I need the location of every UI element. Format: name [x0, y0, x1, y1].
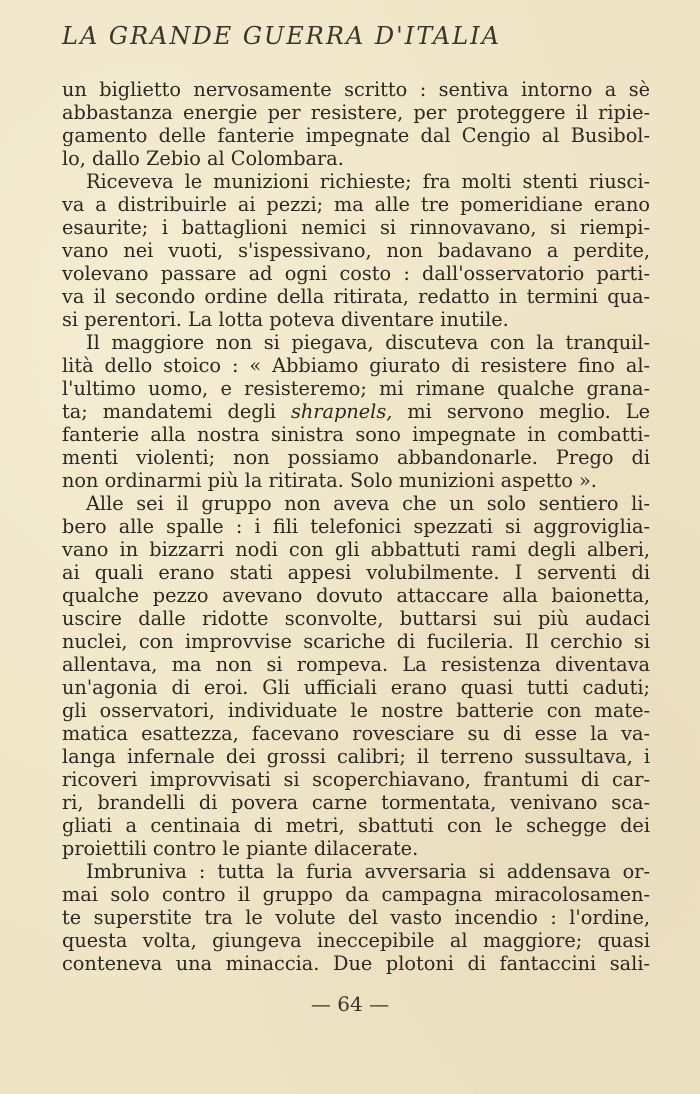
text-line: langa infernale dei grossi calibri; il terreno sussultava, i [62, 745, 650, 768]
text-line: un biglietto nervosamente scritto : sentiva intorno a sè [62, 78, 650, 101]
text-line: mai solo contro il gruppo da campagna miracolosamen- [62, 883, 650, 906]
text-line: esaurite; i battaglioni nemici si rinnovavano, si riempi- [62, 216, 650, 239]
text-line: matica esattezza, facevano rovesciare su di esse la va- [62, 722, 650, 745]
text-line: un'agonia di eroi. Gli ufficiali erano quasi tutti caduti; [62, 676, 650, 699]
text-line: ricoveri improvvisati si scoperchiavano, frantumi di car- [62, 768, 650, 791]
text-line: allentava, ma non si rompeva. La resistenza diventava [62, 653, 650, 676]
text-line: va a distribuirle ai pezzi; ma alle tre pomeridiane erano [62, 193, 650, 216]
text-line: vano in bizzarri nodi con gli abbattuti rami degli alberi, [62, 538, 650, 561]
text-line: volevano passare ad ogni costo : dall'osservatorio parti- [62, 262, 650, 285]
text-line: lo, dallo Zebio al Colombara. [62, 147, 344, 170]
page-number: — 64 — [310, 992, 390, 1016]
text-segment: ta; mandatemi degli [62, 400, 291, 423]
text-line: Alle sei il gruppo non aveva che un solo sentiero li- [86, 492, 650, 515]
text-line: l'ultimo uomo, e resisteremo; mi rimane qualche grana- [62, 377, 650, 400]
text-line: conteneva una minaccia. Due plotoni di fantaccini sali- [62, 952, 650, 975]
text-line: gliati a centinaia di metri, sbattuti con le schegge dei [62, 814, 650, 837]
italic-term: shrapnels, [290, 400, 393, 423]
text-line: lità dello stoico : « Abbiamo giurato di resistere fino al- [62, 354, 650, 377]
text-line: menti violenti; non possiamo abbandonarle. Prego di [62, 446, 650, 469]
text-segment: mi servono meglio. Le [392, 400, 651, 423]
text-line: si perentori. La lotta poteva diventare inutile. [62, 308, 509, 331]
text-line: nuclei, con improvvise scariche di fucileria. Il cerchio si [62, 630, 650, 653]
text-line: Il maggiore non si piegava, discuteva con la tranquil- [86, 331, 650, 354]
body-text [62, 78, 650, 975]
text-line: va il secondo ordine della ritirata, redatto in termini qua- [62, 285, 650, 308]
text-line: fanterie alla nostra sinistra sono impegnate in combatti- [62, 423, 650, 446]
text-line: gli osservatori, individuate le nostre batterie con mate- [62, 699, 650, 722]
text-line: qualche pezzo avevano dovuto attaccare alla baionetta, [62, 584, 650, 607]
text-line: non ordinarmi più la ritirata. Solo munizioni aspetto ». [62, 469, 597, 492]
text-line: ai quali erano stati appesi volubilmente. I serventi di [62, 561, 650, 584]
text-line: bero alle spalle : i fili telefonici spezzati si aggroviglia- [62, 515, 650, 538]
text-line: vano nei vuoti, s'ispessivano, non badavano a perdite, [62, 239, 650, 262]
text-line: gamento delle fanterie impegnate dal Cengio al Busibol- [62, 124, 650, 147]
text-line: te superstite tra le volute del vasto incendio : l'ordine, [62, 906, 650, 929]
text-line: questa volta, giungeva ineccepibile al maggiore; quasi [62, 929, 650, 952]
running-head: LA GRANDE GUERRA D'ITALIA [62, 22, 501, 50]
text-line: Imbruniva : tutta la furia avversaria si addensava or- [86, 860, 650, 883]
text-line: abbastanza energie per resistere, per proteggere il ripie- [62, 101, 650, 124]
text-line: proiettili contro le piante dilacerate. [62, 837, 419, 860]
text-line: Riceveva le munizioni richieste; fra molti stenti riusci- [86, 170, 650, 193]
text-line: ri, brandelli di povera carne tormentata, venivano sca- [62, 791, 650, 814]
text-line [62, 400, 650, 423]
text-line: uscire dalle ridotte sconvolte, buttarsi sui più audaci [62, 607, 650, 630]
